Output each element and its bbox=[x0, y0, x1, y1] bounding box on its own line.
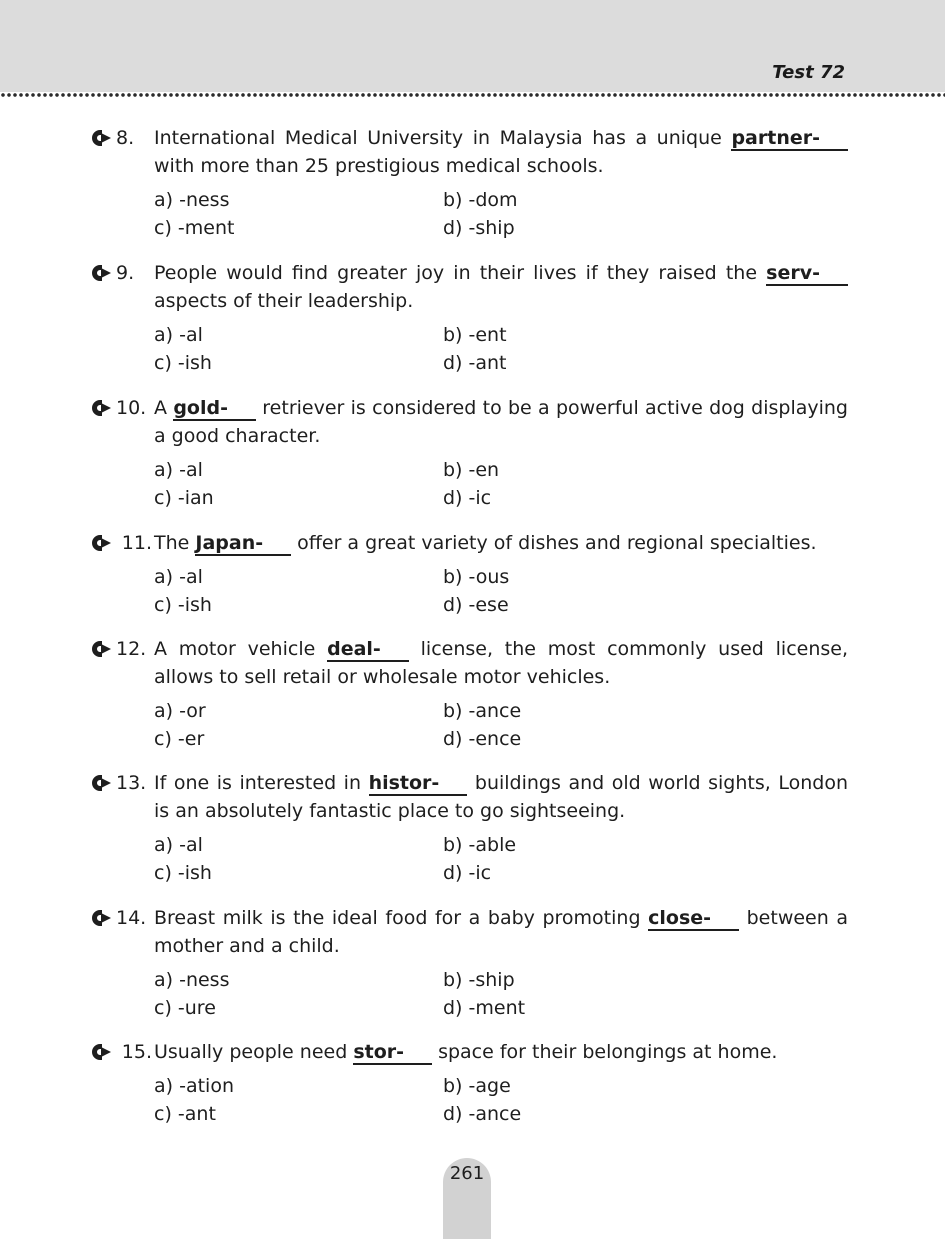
option-a[interactable]: a) -al bbox=[154, 834, 203, 856]
option-b[interactable]: b) -ance bbox=[443, 700, 522, 722]
question-number: 14. bbox=[116, 907, 147, 929]
question-text-before: The bbox=[154, 532, 190, 554]
question-text-after: retriever is considered to be a powerful active dog displaying a good character. bbox=[154, 397, 848, 447]
option-d[interactable]: d) -ance bbox=[443, 1103, 522, 1125]
question-15 bbox=[88, 1038, 848, 1128]
option-b[interactable]: b) -en bbox=[443, 459, 500, 481]
option-b[interactable]: b) -ous bbox=[443, 566, 510, 588]
question-text-before: If one is interested in bbox=[154, 772, 362, 794]
option-d[interactable]: d) -ence bbox=[443, 728, 522, 750]
question-text-after: aspects of their leadership. bbox=[154, 290, 414, 312]
arrow-bullet-icon bbox=[88, 639, 112, 659]
options-grid bbox=[154, 186, 848, 242]
question-number: 11. bbox=[121, 532, 152, 554]
question-keyword: Japan- bbox=[195, 532, 291, 556]
options-grid bbox=[154, 456, 848, 512]
question-9 bbox=[88, 259, 848, 377]
question-text-after: space for their belongings at home. bbox=[438, 1041, 778, 1063]
question-text-after: with more than 25 prestigious medical schools. bbox=[154, 155, 604, 177]
option-b[interactable]: b) -ship bbox=[443, 969, 515, 991]
option-d[interactable]: d) -ic bbox=[443, 487, 492, 509]
option-c[interactable]: c) -ish bbox=[154, 352, 212, 374]
question-keyword: gold- bbox=[173, 397, 256, 421]
arrow-bullet-icon bbox=[88, 533, 112, 553]
option-a[interactable]: a) -al bbox=[154, 459, 203, 481]
options-grid bbox=[154, 831, 848, 887]
option-a[interactable]: a) -al bbox=[154, 324, 203, 346]
option-d[interactable]: d) -ment bbox=[443, 997, 526, 1019]
option-a[interactable]: a) -ness bbox=[154, 189, 230, 211]
question-11 bbox=[88, 529, 848, 619]
option-c[interactable]: c) -ure bbox=[154, 997, 216, 1019]
question-text-after: buildings and old world sights, London is an absolutely fantastic place to go sightseeing. bbox=[154, 772, 848, 822]
question-text-before: International Medical University in Malaysia has a unique bbox=[154, 127, 722, 149]
question-text-after: offer a great variety of dishes and regional specialties. bbox=[297, 532, 817, 554]
question-13 bbox=[88, 769, 848, 887]
option-b[interactable]: b) -able bbox=[443, 834, 517, 856]
arrow-bullet-icon bbox=[88, 263, 112, 283]
arrow-bullet-icon bbox=[88, 1042, 112, 1062]
option-a[interactable]: a) -ation bbox=[154, 1075, 234, 1097]
question-text-before: Breast milk is the ideal food for a baby promoting bbox=[154, 907, 641, 929]
option-b[interactable]: b) -age bbox=[443, 1075, 511, 1097]
arrow-bullet-icon bbox=[88, 773, 112, 793]
question-number: 10. bbox=[116, 397, 147, 419]
arrow-bullet-icon bbox=[88, 398, 112, 418]
question-keyword: stor- bbox=[353, 1041, 432, 1065]
option-b[interactable]: b) -ent bbox=[443, 324, 507, 346]
question-keyword: deal- bbox=[327, 638, 409, 662]
question-text-after: license, the most commonly used license, allows to sell retail or wholesale motor vehicles. bbox=[154, 638, 849, 688]
question-text-before: A bbox=[154, 397, 167, 419]
arrow-bullet-icon bbox=[88, 128, 112, 148]
dotted-divider bbox=[0, 92, 945, 104]
question-text-after: between a mother and a child. bbox=[154, 907, 849, 957]
question-number: 12. bbox=[116, 638, 147, 660]
question-8 bbox=[88, 124, 848, 242]
question-number: 15. bbox=[121, 1041, 152, 1063]
option-c[interactable]: c) -ish bbox=[154, 594, 212, 616]
question-number: 8. bbox=[116, 127, 135, 149]
option-c[interactable]: c) -ment bbox=[154, 217, 235, 239]
option-d[interactable]: d) -ic bbox=[443, 862, 492, 884]
options-grid bbox=[154, 966, 848, 1022]
question-keyword: partner- bbox=[731, 127, 848, 151]
options-grid bbox=[154, 321, 848, 377]
question-12 bbox=[88, 635, 848, 753]
question-14 bbox=[88, 904, 848, 1022]
option-c[interactable]: c) -ian bbox=[154, 487, 214, 509]
option-a[interactable]: a) -or bbox=[154, 700, 206, 722]
option-a[interactable]: a) -ness bbox=[154, 969, 230, 991]
question-keyword: close- bbox=[648, 907, 739, 931]
option-d[interactable]: d) -ship bbox=[443, 217, 515, 239]
question-keyword: histor- bbox=[369, 772, 468, 796]
option-d[interactable]: d) -ese bbox=[443, 594, 509, 616]
options-grid bbox=[154, 563, 848, 619]
question-text-before: A motor vehicle bbox=[154, 638, 316, 660]
question-text-before: People would find greater joy in their lives if they raised the bbox=[154, 262, 758, 284]
question-number: 13. bbox=[116, 772, 147, 794]
option-a[interactable]: a) -al bbox=[154, 566, 203, 588]
option-c[interactable]: c) -ish bbox=[154, 862, 212, 884]
options-grid bbox=[154, 697, 848, 753]
question-text-before: Usually people need bbox=[154, 1041, 348, 1063]
option-c[interactable]: c) -ant bbox=[154, 1103, 216, 1125]
options-grid bbox=[154, 1072, 848, 1128]
option-b[interactable]: b) -dom bbox=[443, 189, 518, 211]
test-title: Test 72 bbox=[772, 62, 845, 83]
page-header bbox=[0, 0, 945, 92]
question-10 bbox=[88, 394, 848, 512]
question-number: 9. bbox=[116, 262, 135, 284]
option-d[interactable]: d) -ant bbox=[443, 352, 507, 374]
arrow-bullet-icon bbox=[88, 908, 112, 928]
page-number: 261 bbox=[449, 1163, 485, 1184]
option-c[interactable]: c) -er bbox=[154, 728, 205, 750]
question-keyword: serv- bbox=[766, 262, 848, 286]
